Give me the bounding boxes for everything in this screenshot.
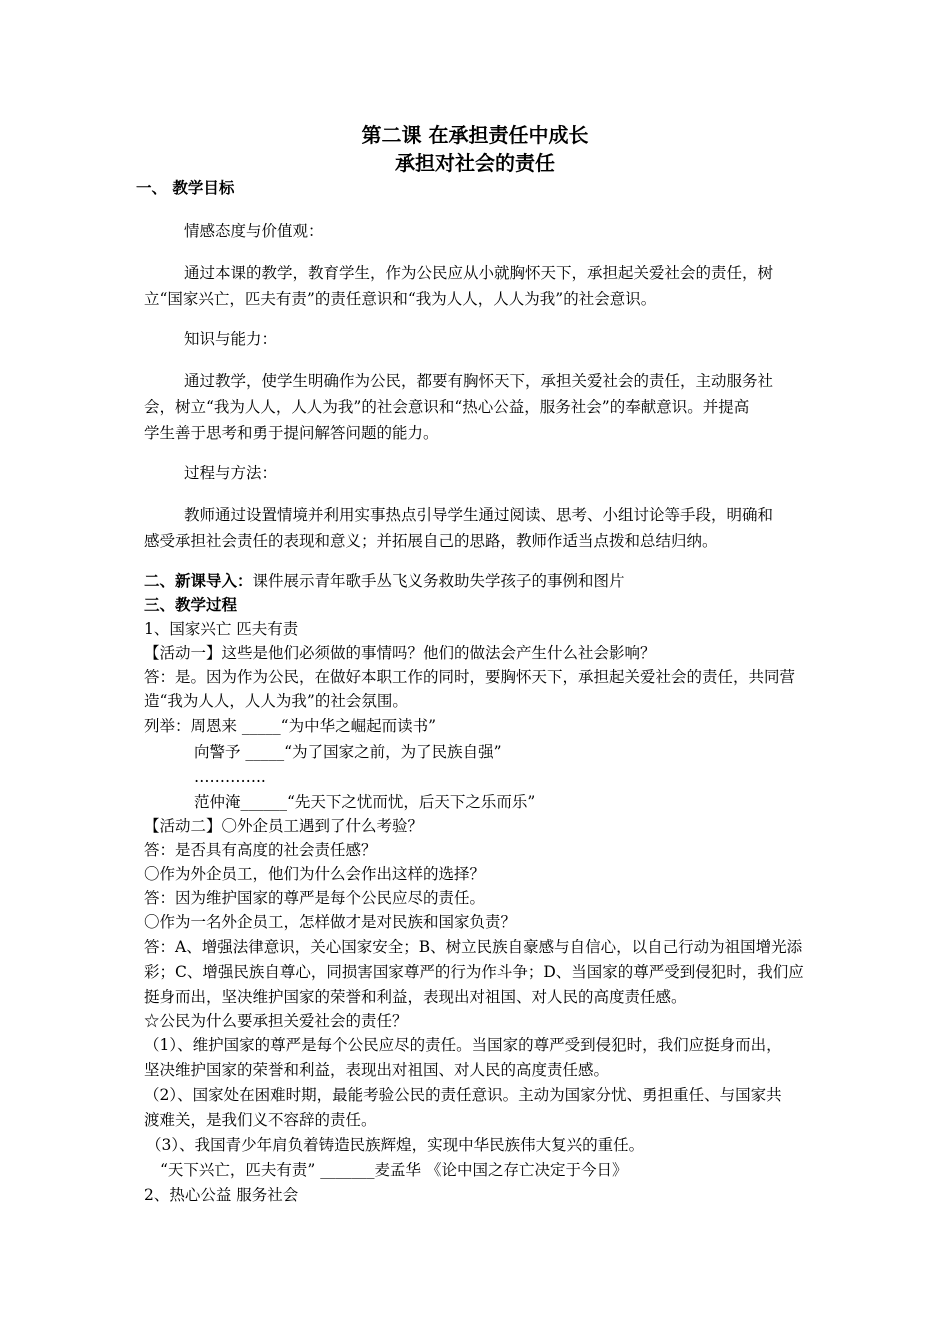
body-line: 2、热心公益 服务社会 [144,1186,299,1204]
emotion-label: 情感态度与价值观： [184,222,324,240]
body-line: 【活动一】这些是他们必须做的事情吗？他们的做法会产生什么社会影响？ [144,644,656,662]
body-line: “天下兴亡，匹夫有责” _______麦孟华 《论中国之存亡决定于今日》 [160,1161,628,1179]
section3-heading: 三、教学过程 [144,595,238,614]
body-line: 答：是否具有高度的社会责任感？ [144,841,377,859]
section1-heading: 一、 教学目标 [136,178,235,197]
knowledge-label: 知识与能力： [184,330,278,348]
body-line: 彩；C、增强民族自尊心，同损害国家尊严的行为作斗争；D、当国家的尊严受到侵犯时，我们应 [144,963,804,981]
process-text: 感受承担社会责任的表现和意义；并拓展自己的思路，教师作适当点拨和总结归纳。 [144,532,718,550]
body-line: 渡难关，是我们义不容辞的责任。 [144,1111,377,1129]
body-line: 答：因为维护国家的尊严是每个公民应尽的责任。 [144,889,486,907]
knowledge-text: 通过教学，使学生明确作为公民，都要有胸怀天下，承担关爱社会的责任，主动服务社 [184,372,774,390]
body-line: 列举：周恩来 _____“为中华之崛起而读书” [144,717,437,735]
section2-text: 课件展示青年歌手丛飞义务救助失学孩子的事例和图片 [252,572,625,590]
body-line: 1、国家兴亡 匹夫有责 [144,620,299,638]
body-line: 坚决维护国家的荣誉和利益，表现出对祖国、对人民的高度责任感。 [144,1061,610,1079]
emotion-text: 立“国家兴亡，匹夫有责”的责任意识和“我为人人，人人为我”的社会意识。 [144,290,657,308]
section2-heading: 二、新课导入： [144,571,253,590]
body-line: 【活动二】〇外企员工遇到了什么考验？ [144,817,424,835]
body-line: 答：A、增强法律意识，关心国家安全；B、树立民族自豪感与自信心，以自己行动为祖国增光添 [144,938,803,956]
emotion-text: 通过本课的教学，教育学生，作为公民应从小就胸怀天下，承担起关爱社会的责任，树 [184,264,774,282]
body-line: （3）、我国青少年肩负着铸造民族辉煌，实现中华民族伟大复兴的重任。 [146,1136,645,1154]
page-subtitle: 承担对社会的责任 [395,151,555,175]
process-label: 过程与方法： [184,464,278,482]
body-line: ☆公民为什么要承担关爱社会的责任？ [144,1012,408,1030]
knowledge-text: 会，树立“我为人人，人人为我”的社会意识和“热心公益，服务社会”的奉献意识。并提高 [144,398,750,416]
body-line: （2）、国家处在困难时期，最能考验公民的责任意识。主动为国家分忧、勇担重任、与国家共 [144,1086,782,1104]
body-line: 〇作为外企员工，他们为什么会作出这样的选择？ [144,865,486,883]
section2-line [144,570,625,592]
body-line: 挺身而出，坚决维护国家的荣誉和利益，表现出对祖国、对人民的高度责任感。 [144,988,687,1006]
process-text: 教师通过设置情境并利用实事热点引导学生通过阅读、思考、小组讨论等手段，明确和 [184,506,774,524]
body-line: 〇作为一名外企员工，怎样做才是对民族和国家负责？ [144,913,517,931]
body-line: 答：是。因为作为公民，在做好本职工作的同时，要胸怀天下，承担起关爱社会的责任，共同营 [144,668,796,686]
page-title: 第二课 在承担责任中成长 [361,123,589,147]
body-line: ………….. [194,768,266,786]
body-line: 向警予 _____“为了国家之前，为了民族自强” [194,743,502,761]
body-line: （1）、维护国家的尊严是每个公民应尽的责任。当国家的尊严受到侵犯时，我们应挺身而出， [144,1036,782,1054]
knowledge-text: 学生善于思考和勇于提问解答问题的能力。 [144,424,439,442]
body-line: 造“我为人人，人人为我”的社会氛围。 [144,692,408,710]
body-line: 范仲淹______“先天下之忧而忧，后天下之乐而乐” [194,793,536,811]
